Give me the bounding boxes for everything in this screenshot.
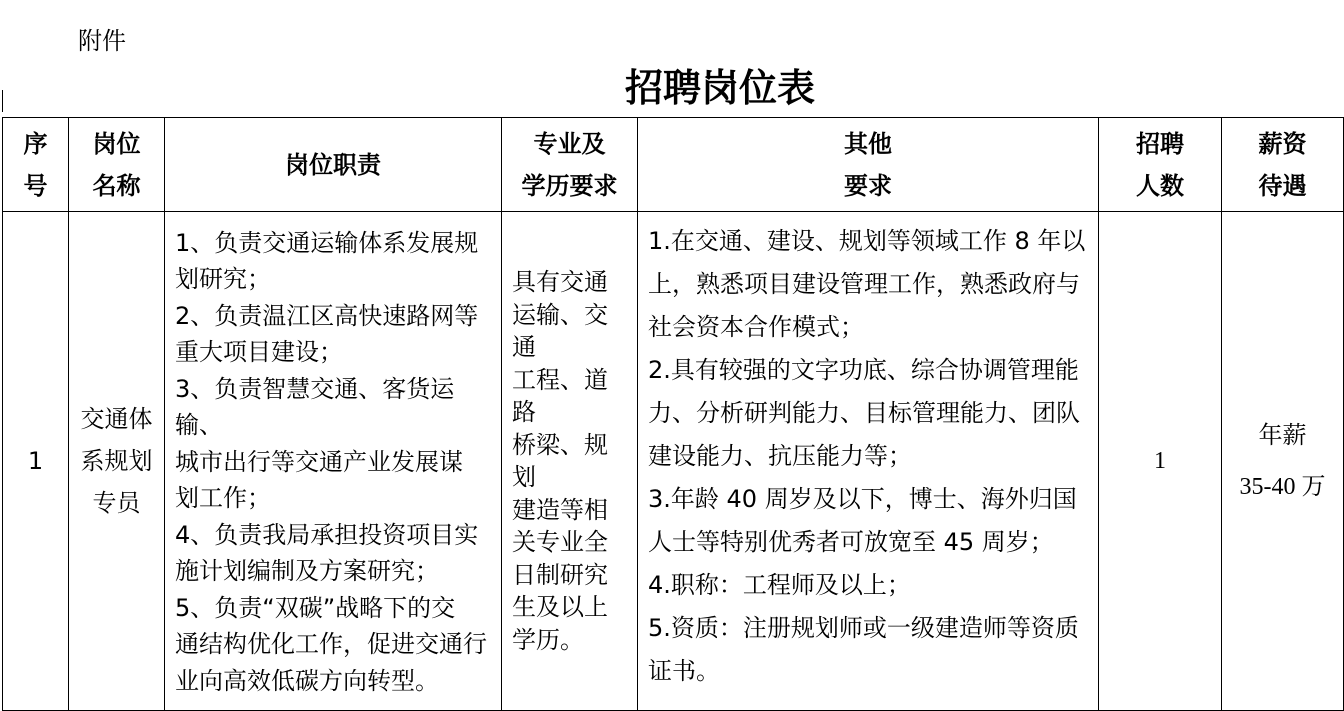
duties-line: 4、负责我局承担投资项目实 [175, 520, 479, 549]
major-line: 建造等相 [512, 495, 608, 524]
major-line: 桥梁、规划 [512, 430, 608, 491]
major-line: 运输、交通 [512, 300, 608, 361]
other-line: 上，熟悉项目建设管理工作，熟悉政府与 [648, 270, 1080, 298]
header-headcount-line-2: 人数 [1136, 171, 1184, 200]
other-line: 社会资本合作模式； [648, 313, 864, 341]
header-headcount [1099, 118, 1222, 212]
other-line: 力、分析研判能力、目标管理能力、团队 [648, 399, 1080, 427]
header-other [638, 118, 1099, 212]
other-line: 证书。 [648, 657, 720, 685]
header-other-line-1: 其他 [844, 129, 892, 158]
header-no-line-1: 序 [23, 129, 48, 158]
attachment-label: 附件 [78, 27, 126, 55]
cell-no: 1 [3, 212, 69, 711]
duties-line: 5、负责“双碳”战略下的交 [175, 593, 456, 622]
other-line: 3.年龄 40 周岁及以下，博士、海外归国 [648, 485, 1077, 513]
header-salary [1222, 118, 1344, 212]
header-headcount-line-1: 招聘 [1136, 129, 1184, 158]
major-line: 关专业全 [512, 528, 608, 556]
major-line: 生及以上 [512, 593, 608, 621]
header-major-line-2: 学历要求 [521, 171, 618, 200]
cell-salary [1222, 212, 1344, 711]
duties-line: 划工作； [175, 484, 271, 513]
position-name-line: 系规划 [80, 447, 153, 475]
cell-major [502, 212, 638, 711]
major-line: 学历。 [512, 625, 584, 654]
header-position-name-line-2: 名称 [92, 171, 141, 200]
table-row [3, 212, 1344, 711]
position-name-line: 交通体 [80, 405, 153, 433]
duties-line: 通结构优化工作，促进交通行 [175, 630, 487, 659]
header-row [3, 118, 1344, 212]
header-major-line-1: 专业及 [533, 129, 606, 158]
cell-other-requirements [638, 212, 1099, 711]
other-line: 4.职称：工程师及以上； [648, 571, 911, 599]
job-table [2, 117, 1344, 711]
duties-line: 城市出行等交通产业发展谋 [175, 447, 463, 476]
major-line: 具有交通 [512, 268, 608, 296]
duties-line: 2、负责温江区高快速路网等 [175, 301, 479, 330]
header-salary-line-1: 薪资 [1258, 129, 1307, 158]
salary-amount: 35-40 万 [1239, 474, 1326, 500]
header-other-line-2: 要求 [844, 171, 892, 200]
duties-line: 3、负责智慧交通、客货运输、 [175, 374, 455, 440]
header-duties: 岗位职责 [165, 118, 502, 212]
header-salary-line-2: 待遇 [1258, 171, 1307, 200]
major-line: 日制研究 [512, 560, 608, 589]
header-no-line-2: 号 [23, 171, 48, 200]
cell-position-name [69, 212, 165, 711]
header-position-name [69, 118, 165, 212]
cell-headcount: 1 [1099, 212, 1222, 711]
other-line: 2.具有较强的文字功底、综合协调管理能 [648, 356, 1079, 384]
other-line: 人士等特别优秀者可放宽至 45 周岁； [648, 528, 1054, 556]
major-line: 工程、道路 [512, 365, 608, 426]
header-no [3, 118, 69, 212]
duties-line: 划研究； [175, 265, 271, 294]
other-line: 1.在交通、建设、规划等领域工作 8 年以 [648, 227, 1086, 255]
header-major [502, 118, 638, 212]
header-position-name-line-1: 岗位 [92, 129, 141, 158]
duties-line: 施计划编制及方案研究； [175, 557, 439, 586]
position-name-line: 专员 [92, 489, 141, 517]
cell-duties [165, 212, 502, 711]
duties-line: 1、负责交通运输体系发展规 [175, 228, 479, 257]
duties-line: 重大项目建设； [175, 338, 343, 367]
other-line: 5.资质：注册规划师或一级建造师等资质 [648, 614, 1079, 642]
duties-line: 业向高效低碳方向转型。 [175, 666, 439, 695]
salary-label: 年薪 [1258, 421, 1307, 449]
page-title: 招聘岗位表 [624, 65, 815, 110]
other-line: 建设能力、抗压能力等； [648, 442, 912, 470]
